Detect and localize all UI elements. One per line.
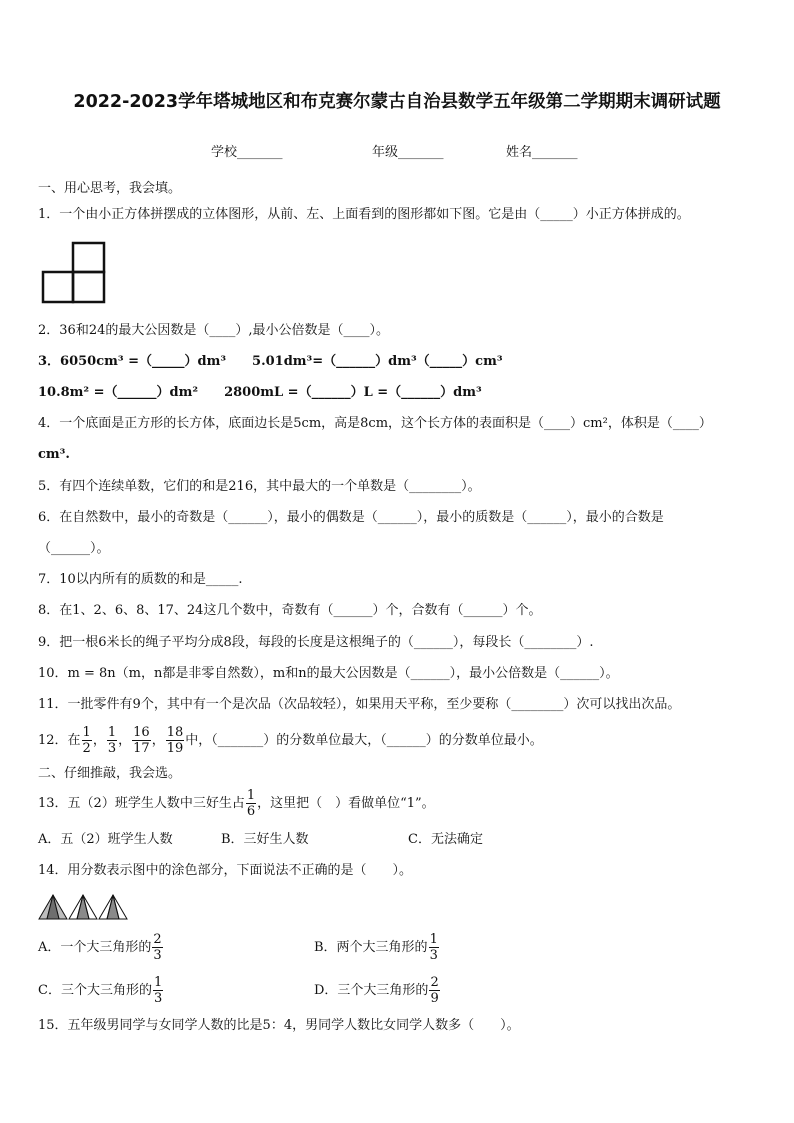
q14-b-fraction	[429, 932, 439, 963]
triangle-3	[99, 895, 127, 919]
question-15: 15．五年级男同学与女同学人数的比是5：4，男同学人数比女同学人数多（ ）。	[38, 1018, 520, 1033]
question-4-line-1: 4．一个底面是正方形的长方体，底面边长是5cm，高是8cm，这个长方体的表面积是（____）cm²，体积是（____）	[38, 416, 712, 431]
q14-c-fraction	[153, 975, 163, 1006]
section-heading-1: 一、用心思考，我会填。	[38, 181, 182, 196]
q14-option-b	[314, 929, 440, 967]
q14-a-text: A．一个大三角形的	[38, 940, 152, 955]
q12-suffix: 中，（_______）的分数单位最大，（______）的分数单位最小。	[185, 733, 543, 748]
q14-b-text: B．两个大三角形的	[314, 940, 428, 955]
q14-a-num: 2	[153, 932, 162, 947]
q14-b-den: 3	[429, 948, 438, 963]
triangle-2	[69, 895, 97, 919]
q12-f2-num: 1	[107, 725, 117, 740]
q12-fraction-2	[107, 725, 117, 756]
name-field: 姓名_______	[506, 145, 578, 160]
cube-views-figure	[40, 240, 108, 306]
q12-sep-2: ，	[118, 733, 132, 748]
q12-f4-den: 19	[166, 741, 184, 756]
q13-option-c: C．无法确定	[408, 832, 483, 847]
q12-fraction-1	[82, 725, 92, 756]
q12-fraction-3	[132, 725, 151, 756]
question-1: 1．一个由小正方体拼摆成的立体图形，从前、左、上面看到的图形都如下图。它是由（_____）小正方体拼成的。	[38, 207, 690, 222]
q12-f1-den: 2	[82, 741, 91, 756]
q12-f1-num: 1	[82, 725, 91, 740]
grade-field: 年级_______	[372, 145, 444, 160]
q14-option-a	[38, 929, 164, 967]
q14-c-text: C．三个大三角形的	[38, 983, 152, 998]
q13-f-den: 6	[246, 804, 256, 819]
question-12	[38, 722, 543, 760]
q13-f-num: 1	[246, 788, 256, 803]
q14-d-text: D．三个大三角形的	[314, 983, 429, 998]
q13-prefix: 13．五（2）班学生人数中三好生占	[38, 796, 245, 811]
question-13	[38, 785, 435, 823]
q12-f2-den: 3	[107, 741, 117, 756]
q14-d-num: 2	[430, 975, 439, 990]
q12-sep-1: ，	[92, 733, 106, 748]
q12-sep-3: ，	[151, 733, 165, 748]
q14-a-den: 3	[153, 948, 162, 963]
question-11: 11．一批零件有9个，其中有一个是次品（次品较轻），如果用天平称，至少要称（________）次可以找出次品。	[38, 697, 681, 712]
question-10: 10．m = 8n（m，n都是非零自然数），m和n的最大公因数是（______），最小公倍数是（______）。	[38, 666, 619, 681]
question-6-line-2: （______）。	[38, 541, 110, 556]
section-heading-2: 二、仔细推敲，我会选。	[38, 766, 182, 781]
question-3-line-2: 10.8m² =（______）dm² 2800mL =（______）L =（______）dm³	[38, 385, 482, 400]
q14-d-den: 9	[430, 991, 439, 1006]
question-5: 5．有四个连续单数，它们的和是216，其中最大的一个单数是（________）。	[38, 479, 481, 494]
triangles-figure	[38, 893, 130, 921]
q12-prefix: 12．在	[38, 733, 81, 748]
q14-c-num: 1	[153, 975, 163, 990]
q14-c-den: 3	[153, 991, 163, 1006]
q14-option-d	[314, 972, 441, 1010]
cube-square-top	[73, 243, 104, 272]
q14-a-fraction	[152, 932, 162, 963]
question-4-line-2: cm³.	[38, 447, 70, 462]
page-title: 2022-2023学年塔城地区和布克赛尔蒙古自治县数学五年级第二学期期末调研试题	[73, 92, 721, 112]
q12-f4-num: 18	[166, 725, 184, 740]
question-9: 9．把一根6米长的绳子平均分成8段，每段的长度是这根绳子的（______），每段长（________）.	[38, 635, 594, 650]
question-8: 8．在1、2、6、8、17、24这几个数中，奇数有（______）个，合数有（______）个。	[38, 603, 542, 618]
q13-option-a: A．五（2）班学生人数	[38, 832, 173, 847]
q12-f3-num: 16	[133, 725, 150, 740]
question-3-line-1: 3．6050cm³ =（_____）dm³ 5.01dm³=（______）dm³（_____）cm³	[38, 354, 503, 369]
question-14: 14．用分数表示图中的涂色部分，下面说法不正确的是（ ）。	[38, 863, 413, 878]
question-6-line-1: 6．在自然数中，最小的奇数是（______），最小的偶数是（______），最小的质数是（______），最小的合数是	[38, 510, 664, 525]
q13-fraction	[246, 788, 256, 819]
question-7: 7．10以内所有的质数的和是_____.	[38, 572, 243, 587]
q13-suffix: ，这里把（ ）看做单位“1”。	[257, 796, 435, 811]
q14-d-fraction	[429, 975, 439, 1006]
cube-square-bottom-left	[43, 272, 73, 302]
question-2: 2．36和24的最大公因数是（____）,最小公倍数是（____）。	[38, 323, 389, 338]
cube-square-bottom-right	[73, 272, 104, 302]
triangle-1	[39, 895, 67, 919]
q14-b-num: 1	[429, 932, 438, 947]
q14-option-c	[38, 972, 164, 1010]
q13-option-b: B．三好生人数	[221, 832, 309, 847]
q12-fraction-4	[166, 725, 185, 756]
q12-f3-den: 17	[133, 741, 150, 756]
school-field: 学校_______	[211, 145, 283, 160]
